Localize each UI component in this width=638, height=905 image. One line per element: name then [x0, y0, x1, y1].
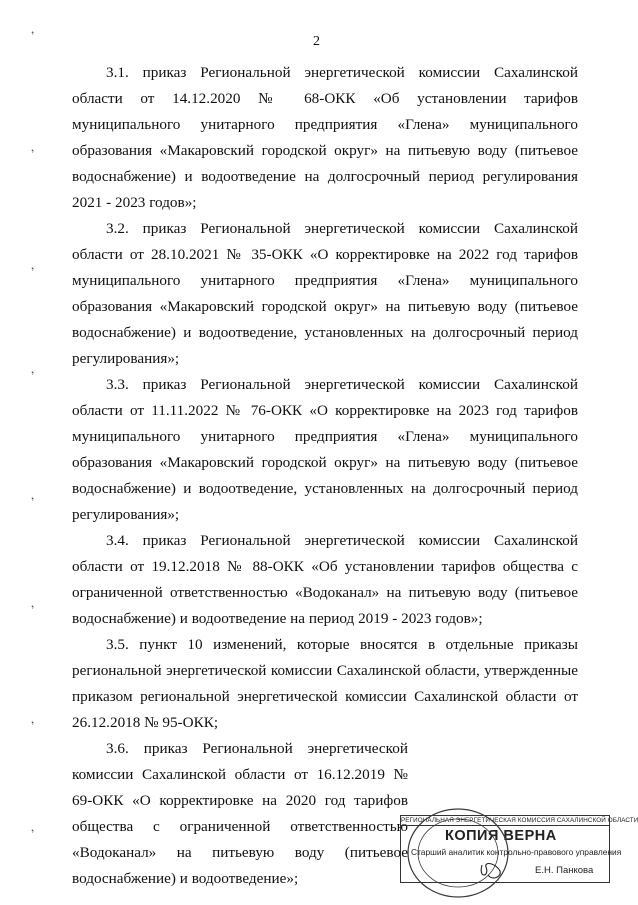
list-item-3-3: 3.3. приказ Региональной энергетической комиссии Сахалинской области от 11.11.2022 № 76-ОКК «О корректировке на 2023 год тарифов муниципального унитарного предприятия «Глена» муниципального образования «Макаровский городской округ» на питьевую воду (питьевое водоснабжение) и водоотведение, установленных на долгосрочный период регулирования»;: [72, 376, 578, 523]
margin-mark: ,: [27, 819, 36, 835]
margin-mark: ,: [27, 487, 36, 503]
list-item-3-4: 3.4. приказ Региональной энергетической комиссии Сахалинской области от 19.12.2018 № 88-ОКК «Об установлении тарифов общества с ограниченной ответственностью «Водоканал» на питьевую воду (питьевое водоснабжение) и водоотведение на период 2019 - 2023 годов»;: [72, 532, 578, 627]
margin-mark: ,: [27, 595, 36, 611]
margin-mark: ,: [27, 361, 36, 377]
list-item-3-6: 3.6. приказ Региональной энергетической комиссии Сахалинской области от 16.12.2019 № 69-ОКК «О корректировке на 2020 год тарифов общества с ограниченной ответственностью «Водоканал» на питьевую воду (питьевое водоснабжение) и водоотведение»;: [72, 740, 408, 887]
page-number: 2: [313, 34, 320, 49]
stamp-position: Старший аналитик контрольно-правового управления: [411, 847, 622, 857]
margin-mark: ,: [27, 139, 36, 155]
margin-mark: ,: [27, 711, 36, 727]
list-item-3-2: 3.2. приказ Региональной энергетической комиссии Сахалинской области от 28.10.2021 № 35-ОКК «О корректировке на 2022 год тарифов муниципального унитарного предприятия «Глена» муниципального образования «Макаровский городской округ» на питьевую воду (питьевое водоснабжение) и водоотведение, установленных на долгосрочный период регулирования»;: [72, 220, 578, 367]
copy-certification-stamp: [400, 815, 638, 883]
stamp-signer: Е.Н. Панкова: [535, 865, 594, 876]
stamp-header: РЕГИОНАЛЬНАЯ ЭНЕРГЕТИЧЕСКАЯ КОМИССИЯ САХАЛИНСКОЙ ОБЛАСТИ: [401, 817, 638, 824]
margin-mark: ,: [27, 21, 36, 37]
list-item-3-1: 3.1. приказ Региональной энергетической комиссии Сахалинской области от 14.12.2020 № 68-ОКК «Об установлении тарифов муниципального унитарного предприятия «Глена» муниципального образования «Макаровский городской округ» на питьевую воду (питьевое водоснабжение) и водоотведение на долгосрочный период регулирования 2021 - 2023 годов»;: [72, 64, 578, 211]
stamp-title: КОПИЯ ВЕРНА: [445, 828, 557, 844]
list-item-3-5: 3.5. пункт 10 изменений, которые вносятся в отдельные приказы региональной энергетической комиссии Сахалинской области, утвержденные приказом региональной энергетической комиссии Сахалинской области от 26.12.2018 № 95-ОКК;: [72, 636, 578, 731]
margin-mark: ,: [27, 257, 36, 273]
document-body: [72, 60, 578, 892]
